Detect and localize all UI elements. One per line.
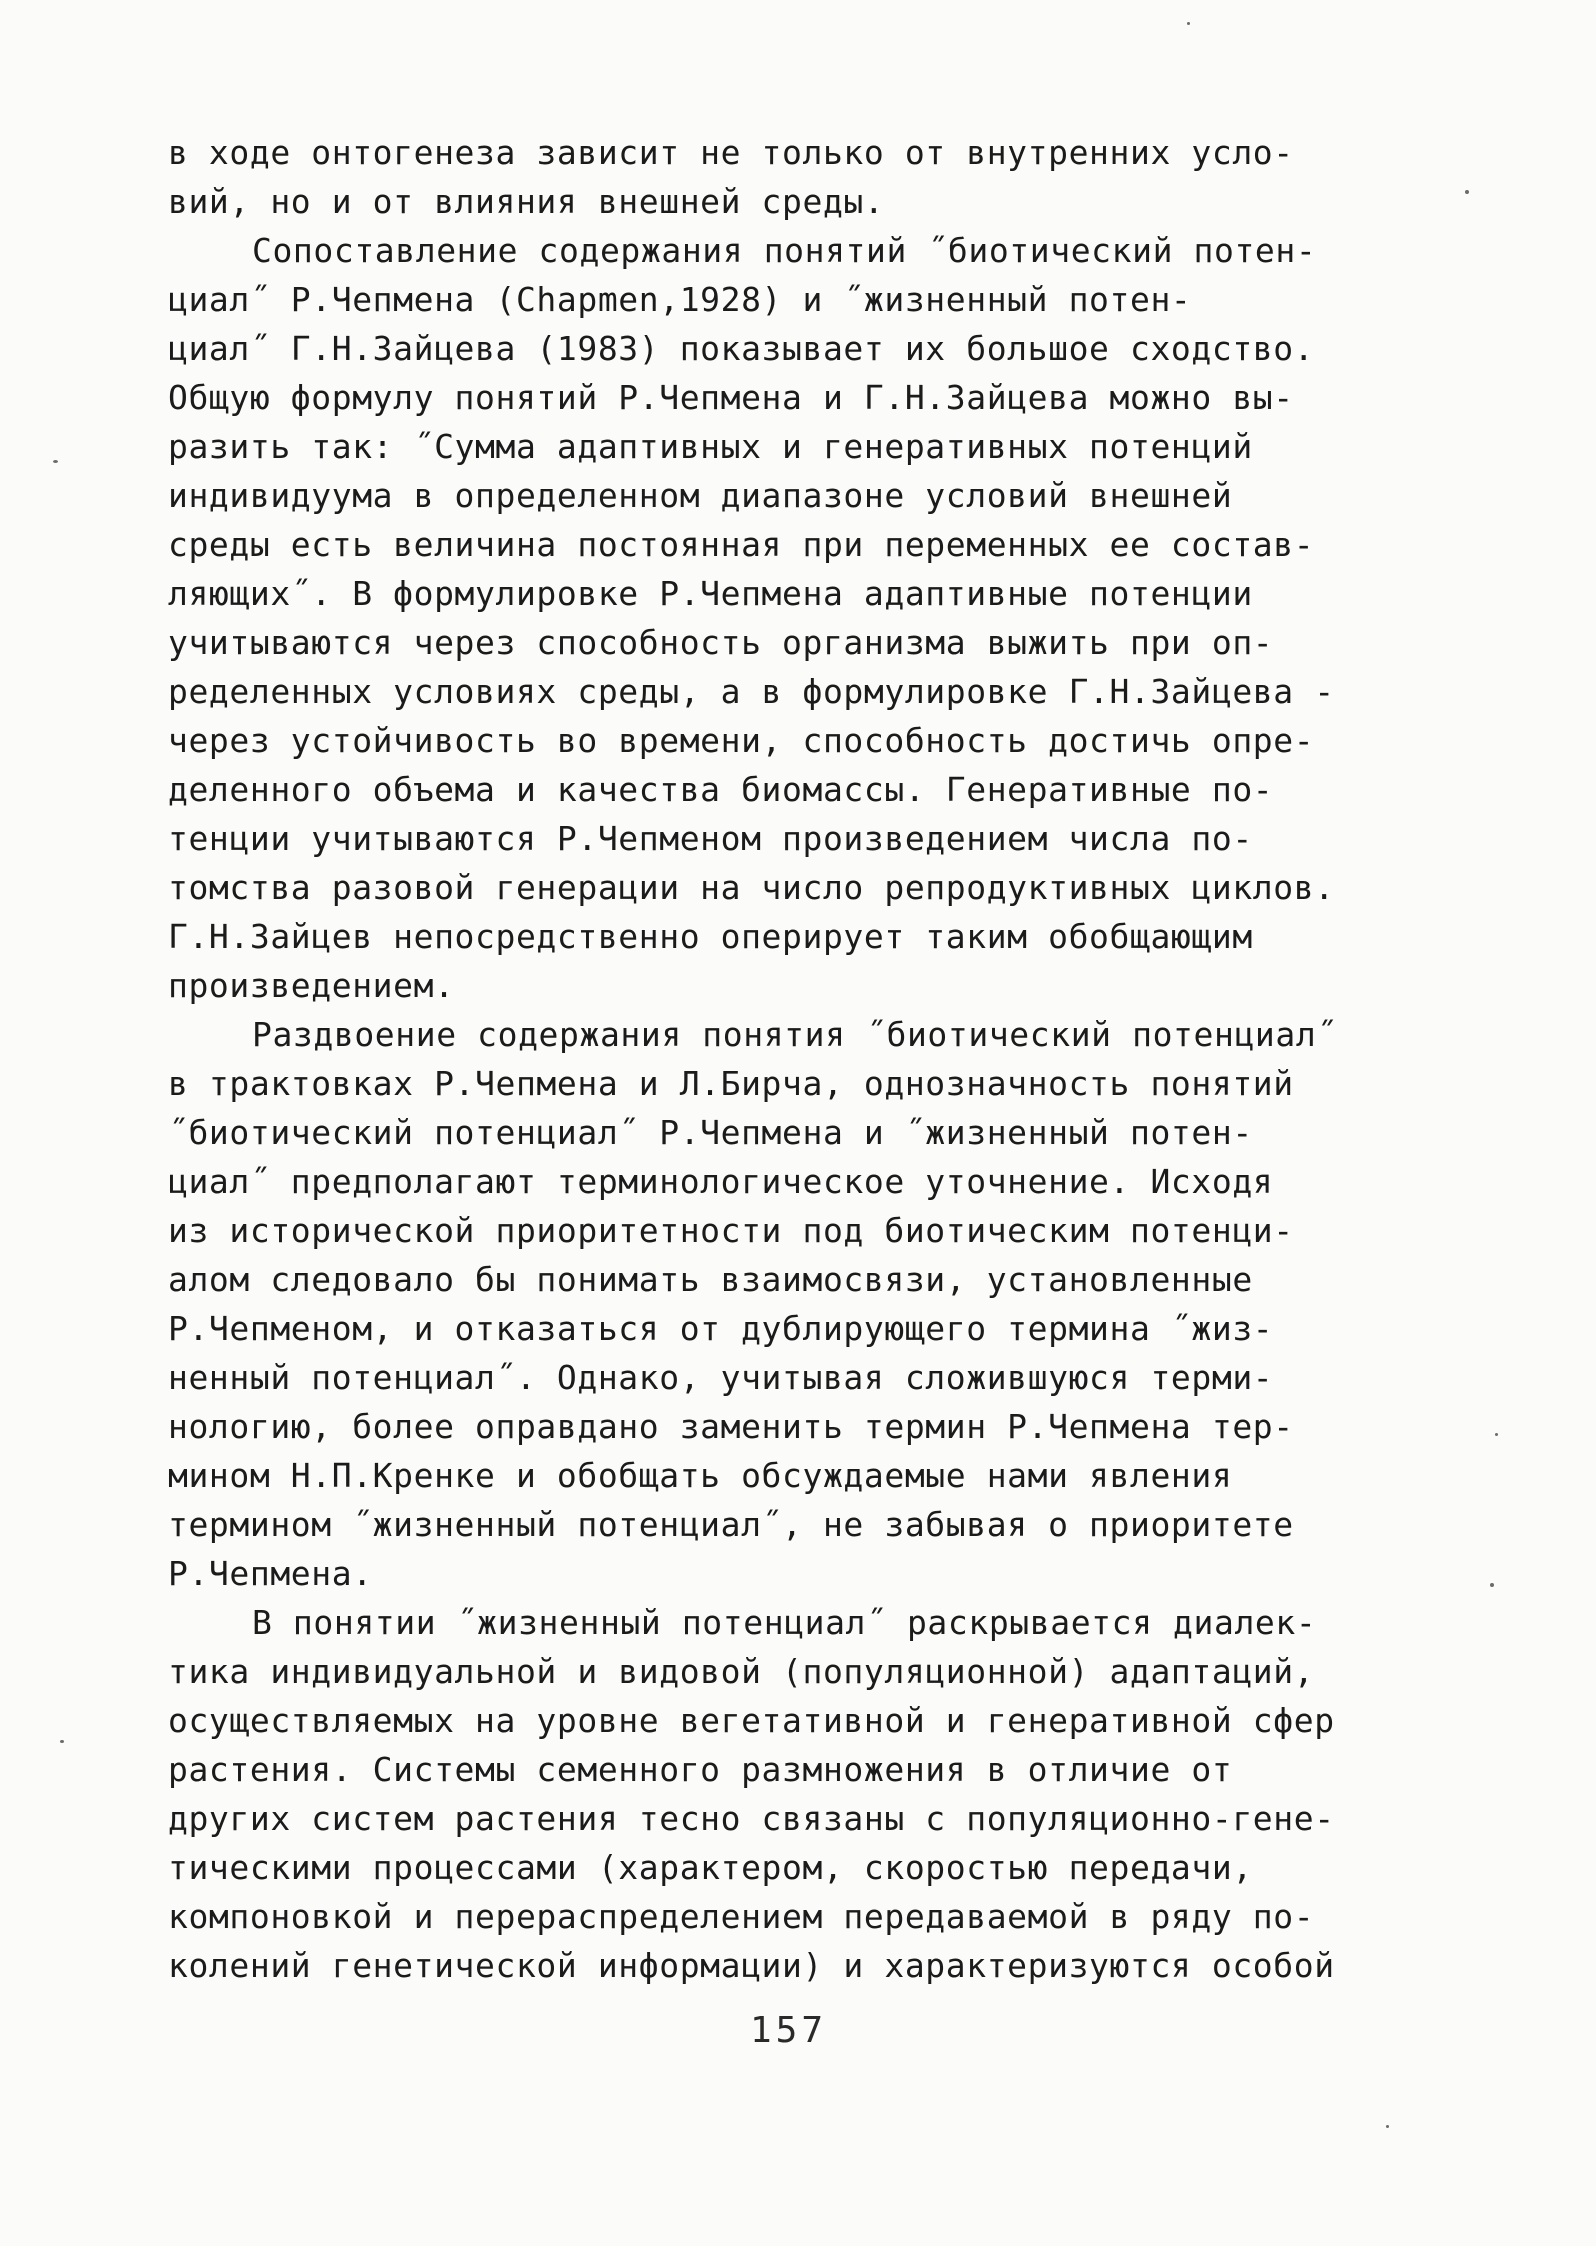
text-line: мином Н.П.Кренке и обобщать обсуждаемые нами явления: [168, 1456, 1233, 1495]
text-line: нологию, более оправдано заменить термин Р.Чепмена тер-: [168, 1407, 1294, 1446]
scan-speck: [1386, 2125, 1389, 2128]
text-line: других систем растения тесно связаны с популяционно-гене-: [168, 1799, 1335, 1838]
text-line: осуществляемых на уровне вегетативной и генеративной сфер: [168, 1701, 1335, 1740]
text-line: циал˝ предполагают терминологическое уточнение. Исходя: [168, 1162, 1274, 1201]
scan-speck: [1187, 22, 1190, 25]
text-line: Р.Чепменом, и отказаться от дублирующего термина ˝жиз-: [168, 1309, 1274, 1348]
paragraph-first-line: Раздвоение содержания понятия ˝биотический потенциал˝: [252, 1015, 1337, 1054]
text-line: среды есть величина постоянная при переменных ее состав-: [168, 525, 1315, 564]
text-line: термином ˝жизненный потенциал˝, не забывая о приоритете: [168, 1505, 1294, 1544]
scan-speck: [60, 1740, 64, 1743]
text-line: растения. Системы семенного размножения в отличие от: [168, 1750, 1233, 1789]
text-line: Общую формулу понятий Р.Чепмена и Г.Н.Зайцева можно вы-: [168, 378, 1294, 417]
text-line: вий, но и от влияния внешней среды.: [168, 182, 885, 221]
text-line: циал˝ Г.Н.Зайцева (1983) показывает их большое сходство.: [168, 329, 1315, 368]
text-line: тенции учитываются Р.Чепменом произведением числа по-: [168, 819, 1253, 858]
text-line: в трактовках Р.Чепмена и Л.Бирча, однозначность понятий: [168, 1064, 1294, 1103]
text-line: ˝биотический потенциал˝ Р.Чепмена и ˝жизненный потен-: [168, 1113, 1253, 1152]
paragraph-first-line: Сопоставление содержания понятий ˝биотический потен-: [252, 231, 1317, 270]
text-line: колений генетической информации) и характеризуются особой: [168, 1946, 1335, 1985]
text-line: тика индивидуальной и видовой (популяционной) адаптаций,: [168, 1652, 1315, 1691]
scan-speck: [1465, 190, 1469, 194]
text-line: учитываются через способность организма выжить при оп-: [168, 623, 1274, 662]
text-line: Г.Н.Зайцев непосредственно оперирует таким обобщающим: [168, 917, 1253, 956]
text-line: ляющих˝. В формулировке Р.Чепмена адаптивные потенции: [168, 574, 1253, 613]
text-line: произведением.: [168, 966, 455, 1005]
scan-speck: [53, 460, 58, 463]
paragraph-first-line: В понятии ˝жизненный потенциал˝ раскрывается диалек-: [252, 1603, 1317, 1642]
text-line: деленного объема и качества биомассы. Генеративные по-: [168, 770, 1274, 809]
text-line: из исторической приоритетности под биотическим потенци-: [168, 1211, 1294, 1250]
text-line: разить так: ˝Сумма адаптивных и генеративных потенций: [168, 427, 1253, 466]
text-line: ределенных условиях среды, а в формулировке Г.Н.Зайцева -: [168, 672, 1335, 711]
body-text: [168, 128, 1468, 1990]
text-line: индивидуума в определенном диапазоне условий внешней: [168, 476, 1233, 515]
scan-speck: [1495, 1433, 1498, 1436]
page-number: 157: [750, 2010, 828, 2051]
text-line: ненный потенциал˝. Однако, учитывая сложившуюся терми-: [168, 1358, 1274, 1397]
text-line: алом следовало бы понимать взаимосвязи, установленные: [168, 1260, 1253, 1299]
text-line: в ходе онтогенеза зависит не только от внутренних усло-: [168, 133, 1294, 172]
text-line: Р.Чепмена.: [168, 1554, 373, 1593]
text-line: циал˝ Р.Чепмена (Chapmen,1928) и ˝жизненный потен-: [168, 280, 1192, 319]
text-line: через устойчивость во времени, способность достичь опре-: [168, 721, 1315, 760]
text-line: томства разовой генерации на число репродуктивных циклов.: [168, 868, 1335, 907]
scan-speck: [1490, 1583, 1494, 1587]
text-line: компоновкой и перераспределением передаваемой в ряду по-: [168, 1897, 1315, 1936]
text-line: тическими процессами (характером, скоростью передачи,: [168, 1848, 1253, 1887]
